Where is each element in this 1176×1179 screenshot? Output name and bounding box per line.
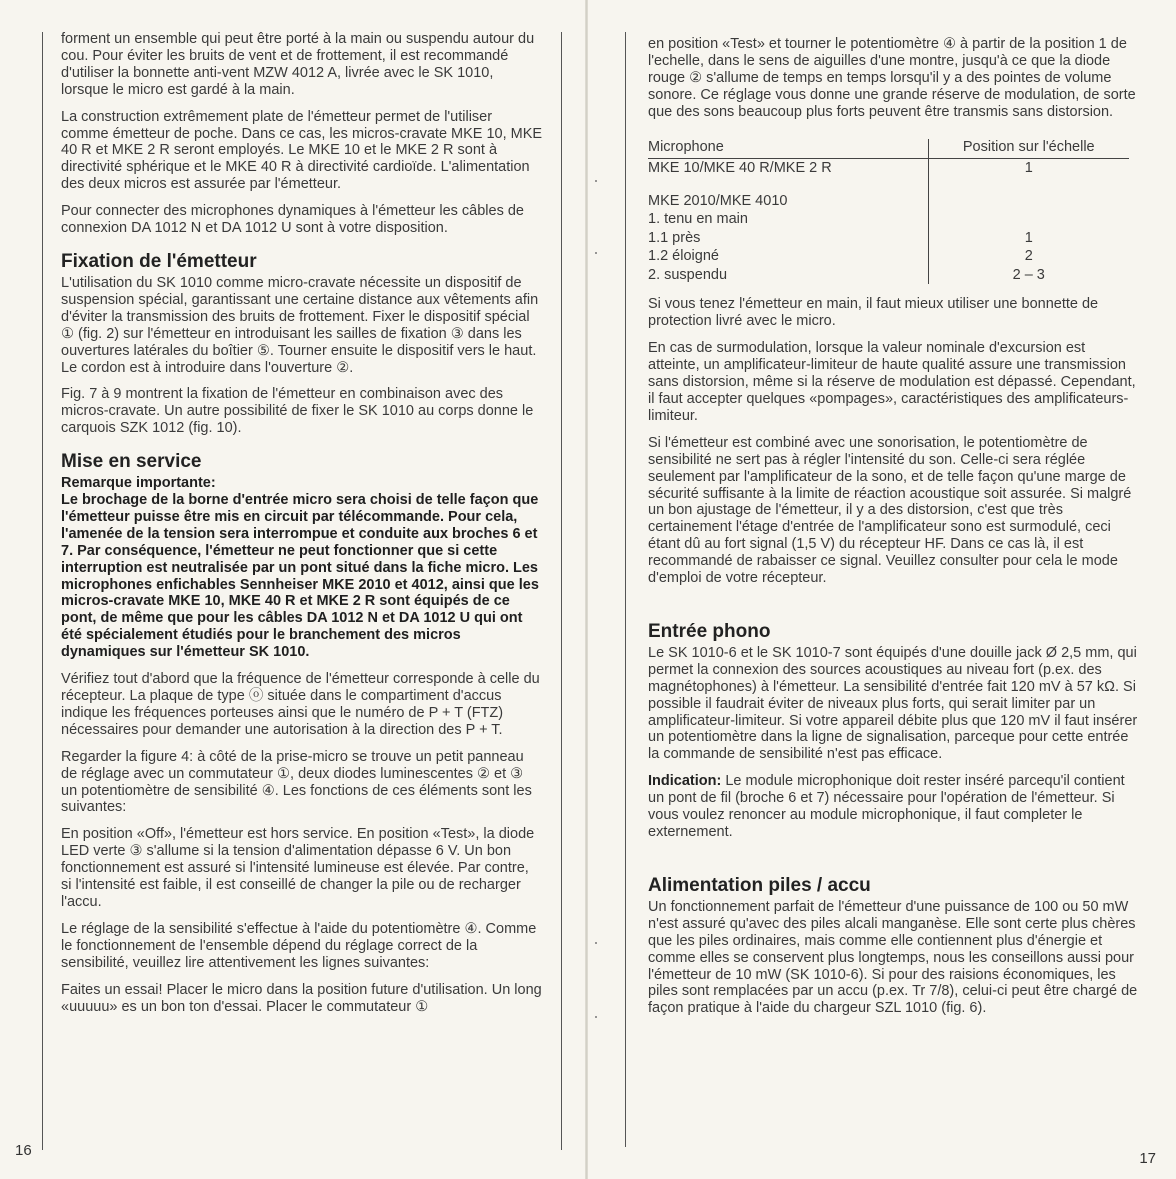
margin-mark xyxy=(595,252,597,254)
table-cell: MKE 2010/MKE 4010 xyxy=(648,192,788,209)
margin-mark xyxy=(595,180,597,182)
table-row xyxy=(648,229,1129,248)
paragraph: Fig. 7 à 9 montrent la fixation de l'émetteur en combinaison avec des micros-cravate. Un autre possibilité de fixer le SK 1010 au corps donne le carquois SZK 1012 (fig. 10). xyxy=(61,386,534,437)
table-row xyxy=(648,192,1129,211)
paragraph: Regarder la figure 4: à côté de la prise-micro se trouve un petit panneau de réglage avec un commutateur ①, deux diodes luminescentes ② et ③ un potentiomètre de sensibilité ④. Les fonctions de ces éléments sont les suivantes: xyxy=(61,748,532,816)
indication-paragraph xyxy=(648,773,1138,841)
margin-mark xyxy=(595,942,597,944)
table-cell: 2 – 3 xyxy=(928,266,1129,285)
page-number-16: 16 xyxy=(15,1142,32,1159)
paragraph: Si l'émetteur est combiné avec une sonorisation, le potentiomètre de sensibilité ne sert pas à régler l'intensité du son. Celle-ci sera réglée seulement par l'amplificateur de la sono, et de telle façon qu'une marge de sécurité suffisante à la limite de réaction acoustique soit assurée. Si malgré un bon ajustage de l'émetteur, il y a des distorsion, c'est que très certainement l'étage d'entrée de l'amplificateur sono est surmodulé, ceci étant dû au fort signal (1,5 V) du récepteur HF. Dans ce cas là, il est recommandé de rabaisser ce signal. Veuillez consulter pour cela le mode d'emploi de votre récepteur. xyxy=(648,434,1132,587)
table-row xyxy=(648,159,1129,178)
paragraph: L'utilisation du SK 1010 comme micro-cravate nécessite un dispositif de suspension spécial, garantissant une certaine distance aux vêtements afin d'éviter la transmission des bruits de frottement. Fixer le dispositif spécial ① (fig. 2) sur l'émetteur en introduisant les sailles de fixation ③ dans les ouvertures latérales du boîtier ⑤. Tourner ensuite le dispositif vers le haut. Le cordon est à introduire dans l'ouverture ②. xyxy=(61,274,539,376)
margin-mark xyxy=(595,1016,597,1018)
paragraph: Un fonctionnement parfait de l'émetteur d'une puissance de 100 ou 50 mW n'est assuré qu'avec des piles alcali manganèse. Elle sont certe plus chères que les piles ordinaires, mais comme elle contiennent plus d'énergie et comme elles se conservent plus longtemps, nous les conseillons aussi pour l'émetteur de 10 mW (SK 1010-6). Si pour des raisions économiques, les piles sont remplacées par un accu (p.ex. Tr 7/8), celui-ci peut être chargé de façon pratique à l'aide du chargeur SZL 1010 (fig. 6). xyxy=(648,898,1138,1017)
table-header-microphone: Microphone xyxy=(648,139,928,159)
paragraph: Si vous tenez l'émetteur en main, il faut mieux utiliser une bonnette de protection livré avec le micro. xyxy=(648,296,1099,330)
table-cell: 1.2 éloigné xyxy=(648,248,719,265)
left-column xyxy=(61,31,543,1025)
paragraph: La construction extrêmement plate de l'émetteur permet de l'utiliser comme émetteur de poche. Dans ce cas, les micros-cravate MKE 10, MKE 40 R et MKE 2 R seront employés. Le MKE 10 et le MKE 2 R sont à directivité sphérique et le MKE 40 R à directivité cardioïde. L'alimentation des deux micros est assurée par l'émetteur. xyxy=(61,108,543,193)
paragraph: Pour connecter des microphones dynamiques à l'émetteur les câbles de connexion DA 1012 N et DA 1012 U sont à votre disposition. xyxy=(61,203,524,237)
left-right-rule xyxy=(561,32,562,1150)
left-page xyxy=(0,0,585,1179)
heading-mise-en-service: Mise en service xyxy=(61,451,202,473)
paragraph: Faites un essai! Placer le micro dans la position future d'utilisation. Un long «uuuuu» es un bon ton d'essai. Placer le commutateur ① xyxy=(61,981,542,1015)
table-row xyxy=(648,247,1129,266)
important-remark xyxy=(61,475,543,661)
indication-label: Indication: xyxy=(648,773,722,790)
right-page xyxy=(588,0,1176,1179)
paragraph: En cas de surmodulation, lorsque la valeur nominale d'excursion est atteinte, un amplificateur-limiteur de haute qualité assure une transmission sans distorsion, même si la réserve de modulation est dépassé. Cependant, il faut accepter quelques «pompages», caractéristiques des amplificateurs-limiteur. xyxy=(648,340,1136,424)
table-header-position: Position sur l'échelle xyxy=(928,139,1129,159)
table-cell: 2. suspendu xyxy=(648,266,728,283)
table-cell: 1 xyxy=(928,229,1129,248)
paragraph: forment un ensemble qui peut être porté à la main ou suspendu autour du cou. Pour éviter les bruits de vent et de frottement, il est recommandé d'utiliser la bonnette anti-vent MZW 4012 A, livrée avec le SK 1010, lorsque le micro est gardé à la main. xyxy=(61,31,535,98)
remark-text: Le brochage de la borne d'entrée micro sera choisi de telle façon que l'émetteur puisse être mis en circuit par télécommande. Pour cela, l'amenée de la tension sera interrompue et conduite aux broches 6 et 7. Par conséquence, l'émetteur ne peut fonctionner que si cette interruption est neutralisée par un pont situé dans la fiche micro. Les microphones enfichables Sennheiser MKE 2010 et 4012, ainsi que les micros-cravate MKE 10, MKE 40 R et MKE 2 R sont équipés de ce pont, de même que pour les câbles DA 1012 N et DA 1012 U qui ont été spécialement étudiés pour le branchement des micros dynamiques sur l'émetteur SK 1010. xyxy=(61,492,539,661)
right-left-rule xyxy=(625,32,626,1147)
right-column xyxy=(648,36,1138,1027)
table-cell: MKE 10/MKE 40 R/MKE 2 R xyxy=(648,159,928,178)
heading-entree-phono: Entrée phono xyxy=(648,620,771,642)
paragraph: en position «Test» et tourner le potentiomètre ④ à partir de la position 1 de l'echelle, dans le sens de aiguilles d'une montre, jusqu'à ce que la diode rouge ② s'allume de temps en temps lorsqu'il y a des pointes de volume sonore. Ce réglage vous donne une grande réserve de modulation, de sorte que des sons beaucoup plus forts peuvent être transmis sans distorsion. xyxy=(648,36,1136,120)
paragraph: Vérifiez tout d'abord que la fréquence de l'émetteur corresponde à celle du récepteur. La plaque de type ⓞ située dans le compartiment d'accus indique les fréquences porteuses ainsi que le numéro de P + T (FTZ) nécessaires pour demander une autorisation à la direction des P + T. xyxy=(61,671,540,738)
table-cell: 1.1 près xyxy=(648,229,701,246)
left-margin-rule xyxy=(42,32,43,1150)
indication-text: Le module microphonique doit rester inséré parcequ'il contient un pont de fil (broche 6 et 7) nécessaire pour l'opération de l'émetteur. Si vous voulez renoncer au module microphonique, il faut completer le externement. xyxy=(648,773,1125,840)
table-cell: 1. tenu en main xyxy=(648,211,748,228)
table-cell: 1 xyxy=(928,159,1129,178)
paragraph: Le SK 1010-6 et le SK 1010-7 sont équipés d'une douille jack Ø 2,5 mm, qui permet la connexion des sources acoustiques au niveau fort (p.ex. des magnétophones) à l'émetteur. La sensibilité d'entrée fait 120 mV à 57 kΩ. Si possible il faudrait éviter de niveaux plus forts, qui serait limiter par un amplificateur-limiteur. Si votre appareil débite plus que 120 mV il faut insérer un potentiomètre dans la ligne de signalisation, parceque pour cette entrée la commande de sensibilité n'est pas efficace. xyxy=(648,644,1138,763)
heading-fixation: Fixation de l'émetteur xyxy=(61,250,257,272)
table-cell: 2 xyxy=(928,247,1129,266)
remark-title: Remarque importante: xyxy=(61,475,216,492)
table-row xyxy=(648,266,1129,285)
paragraph: Le réglage de la sensibilité s'effectue à l'aide du potentiomètre ④. Comme le fonctionnement de l'ensemble dépend du réglage correct de la sensibilité, veuillez lire attentivement les lignes suivantes: xyxy=(61,920,537,971)
sensitivity-position-table xyxy=(648,139,1129,285)
paragraph: En position «Off», l'émetteur est hors service. En position «Test», la diode LED verte ③ s'allume si la tension d'alimentation dépasse 6 V. Un bon fonctionnement est assuré si l'intensité lumineuse est élevée. Par contre, si l'intensité est faible, il est conseillé de changer la pile ou de recharger l'accu. xyxy=(61,826,535,910)
page-number-17: 17 xyxy=(1139,1150,1156,1167)
heading-alimentation: Alimentation piles / accu xyxy=(648,874,871,896)
table-row xyxy=(648,210,1129,229)
